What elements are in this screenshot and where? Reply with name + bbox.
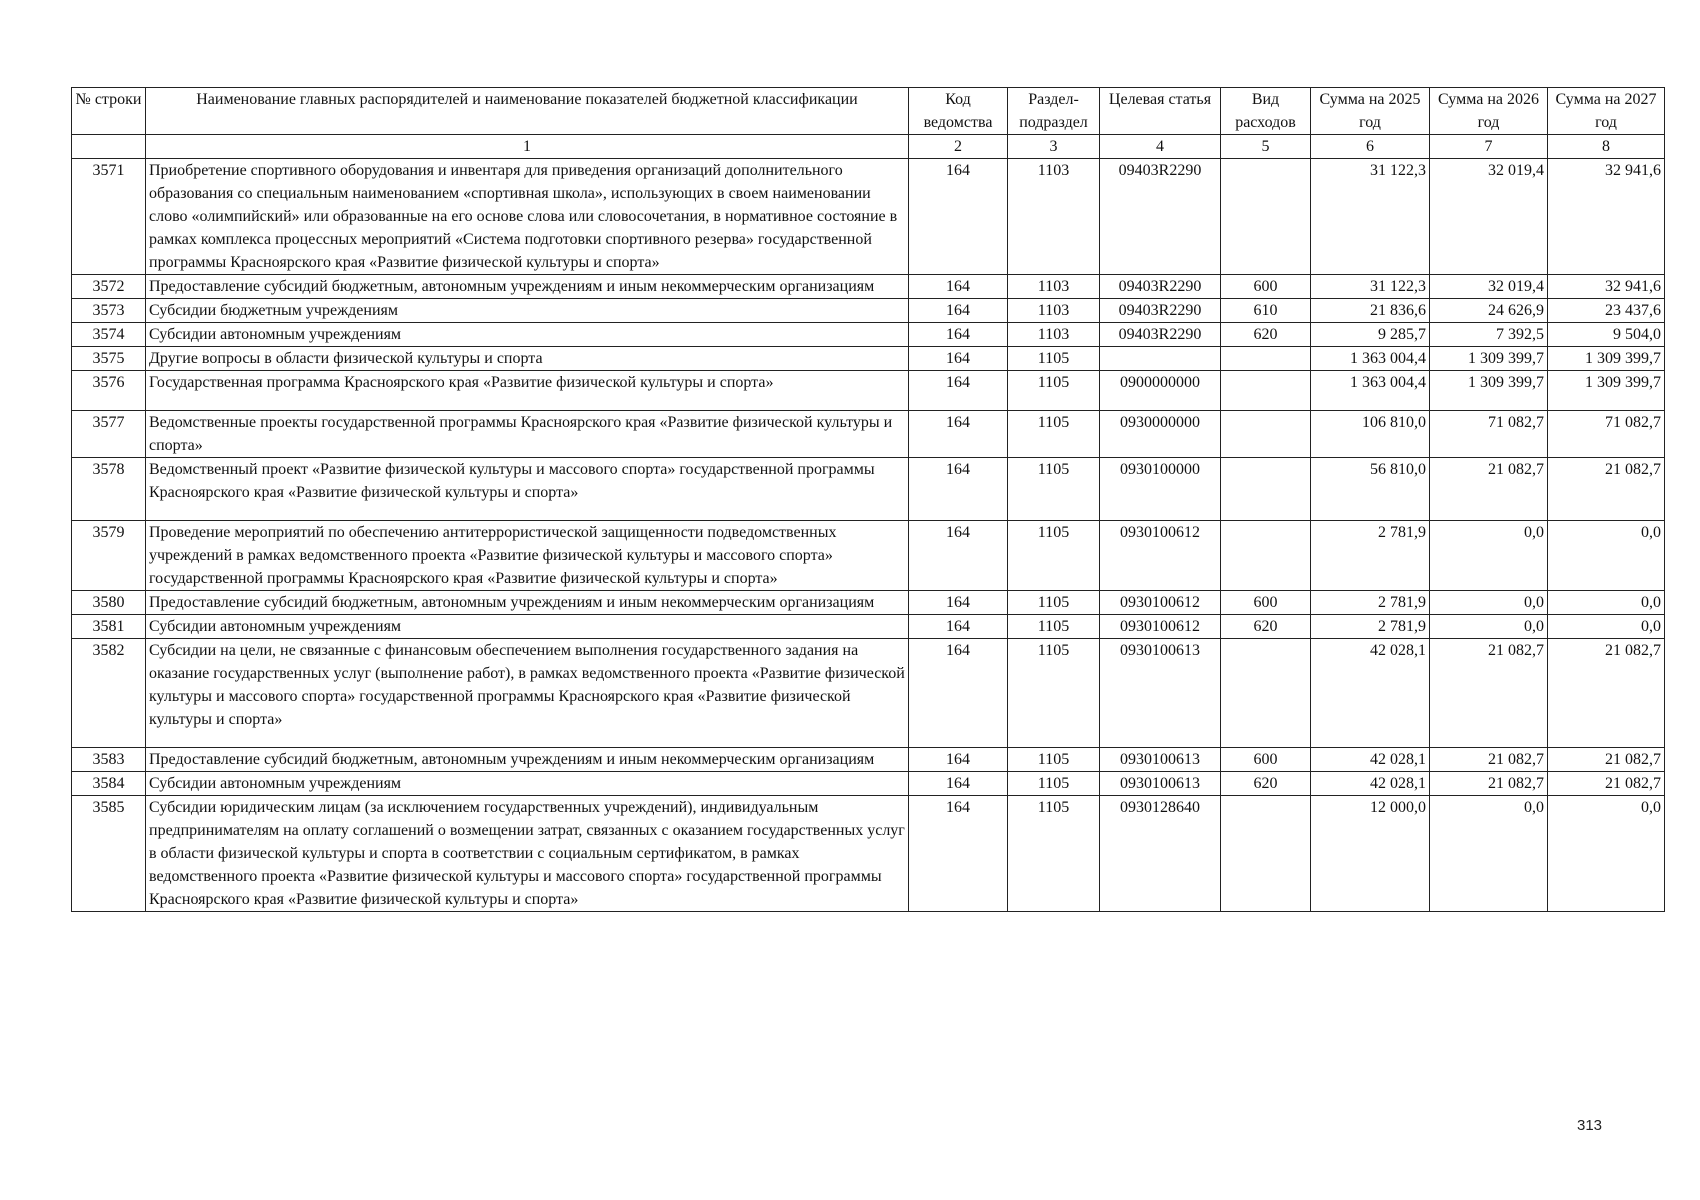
row-sum-2027: 71 082,7 <box>1548 411 1665 458</box>
budget-document <box>71 87 1664 912</box>
table-row <box>72 411 1665 458</box>
row-dept-code: 164 <box>909 748 1008 772</box>
table-row <box>72 521 1665 591</box>
row-sum-2025: 106 810,0 <box>1311 411 1430 458</box>
row-name: Ведомственные проекты государственной программы Красноярского края «Развитие физической культуры и спорта» <box>146 411 909 458</box>
row-target: 0930100000 <box>1100 458 1221 521</box>
row-name: Приобретение спортивного оборудования и инвентаря для приведения организаций дополнительного образования со специальным наименованием «спортивная школа», использующих в своем наименовании слово «олимпийский» или образованные на его основе слова или словосочетания, в нормативное состояние в рамках комплекса процессных мероприятий «Система подготовки спортивного резерва» государственной программы Красноярского края «Развитие физической культуры и спорта» <box>146 159 909 275</box>
row-sum-2027: 1 309 399,7 <box>1548 371 1665 411</box>
row-number: 3580 <box>72 591 146 615</box>
row-dept-code: 164 <box>909 639 1008 748</box>
header-sum-2027: Сумма на 2027 год <box>1548 88 1665 135</box>
column-number <box>72 135 146 159</box>
row-section: 1105 <box>1008 458 1100 521</box>
header-sum-2025: Сумма на 2025 год <box>1311 88 1430 135</box>
row-name: Проведение мероприятий по обеспечению антитеррористической защищенности подведомственных учреждений в рамках ведомственного проекта «Развитие физической культуры и массового спорта» государственной программы Красноярского края «Развитие физической культуры и спорта» <box>146 521 909 591</box>
row-dept-code: 164 <box>909 796 1008 912</box>
row-name: Предоставление субсидий бюджетным, автономным учреждениям и иным некоммерческим организациям <box>146 748 909 772</box>
row-section: 1103 <box>1008 159 1100 275</box>
row-section: 1103 <box>1008 299 1100 323</box>
row-sum-2027: 1 309 399,7 <box>1548 347 1665 371</box>
row-name: Субсидии бюджетным учреждениям <box>146 299 909 323</box>
row-sum-2026: 0,0 <box>1430 615 1548 639</box>
row-name: Субсидии на цели, не связанные с финансовым обеспечением выполнения государственного задания на оказание государственных услуг (выполнение работ), в рамках ведомственного проекта «Развитие физической культуры и массового спорта» государственной программы Красноярского края «Развитие физической культуры и спорта» <box>146 639 909 748</box>
row-kind: 600 <box>1221 748 1311 772</box>
row-sum-2027: 21 082,7 <box>1548 772 1665 796</box>
row-section: 1105 <box>1008 796 1100 912</box>
row-target: 0930100613 <box>1100 772 1221 796</box>
row-dept-code: 164 <box>909 772 1008 796</box>
row-kind: 620 <box>1221 615 1311 639</box>
row-dept-code: 164 <box>909 458 1008 521</box>
row-sum-2026: 1 309 399,7 <box>1430 347 1548 371</box>
table-row <box>72 772 1665 796</box>
row-sum-2026: 32 019,4 <box>1430 159 1548 275</box>
row-kind <box>1221 796 1311 912</box>
row-number: 3583 <box>72 748 146 772</box>
column-number: 4 <box>1100 135 1221 159</box>
row-number: 3584 <box>72 772 146 796</box>
row-section: 1103 <box>1008 275 1100 299</box>
row-target: 0930100612 <box>1100 521 1221 591</box>
row-sum-2025: 31 122,3 <box>1311 159 1430 275</box>
row-kind <box>1221 639 1311 748</box>
row-target: 09403R2290 <box>1100 299 1221 323</box>
row-sum-2027: 21 082,7 <box>1548 639 1665 748</box>
row-number: 3582 <box>72 639 146 748</box>
header-kind: Вид расходов <box>1221 88 1311 135</box>
row-sum-2027: 0,0 <box>1548 521 1665 591</box>
row-target: 0930100613 <box>1100 639 1221 748</box>
row-name: Предоставление субсидий бюджетным, автономным учреждениям и иным некоммерческим организациям <box>146 275 909 299</box>
row-sum-2025: 21 836,6 <box>1311 299 1430 323</box>
row-number: 3577 <box>72 411 146 458</box>
row-sum-2025: 31 122,3 <box>1311 275 1430 299</box>
row-kind <box>1221 458 1311 521</box>
column-number: 2 <box>909 135 1008 159</box>
row-sum-2025: 42 028,1 <box>1311 639 1430 748</box>
row-sum-2026: 21 082,7 <box>1430 772 1548 796</box>
row-sum-2026: 21 082,7 <box>1430 748 1548 772</box>
row-kind <box>1221 371 1311 411</box>
row-target: 0930000000 <box>1100 411 1221 458</box>
row-kind: 620 <box>1221 772 1311 796</box>
row-kind <box>1221 347 1311 371</box>
row-sum-2027: 0,0 <box>1548 615 1665 639</box>
row-sum-2025: 9 285,7 <box>1311 323 1430 347</box>
row-section: 1105 <box>1008 639 1100 748</box>
table-row <box>72 591 1665 615</box>
row-number: 3575 <box>72 347 146 371</box>
row-dept-code: 164 <box>909 521 1008 591</box>
row-section: 1105 <box>1008 615 1100 639</box>
row-sum-2025: 42 028,1 <box>1311 772 1430 796</box>
row-section: 1105 <box>1008 748 1100 772</box>
row-dept-code: 164 <box>909 159 1008 275</box>
header-row-no: № строки <box>72 88 146 135</box>
row-sum-2026: 0,0 <box>1430 591 1548 615</box>
row-sum-2026: 71 082,7 <box>1430 411 1548 458</box>
row-sum-2025: 1 363 004,4 <box>1311 347 1430 371</box>
row-target: 0930100612 <box>1100 615 1221 639</box>
header-dept-code: Код ведомства <box>909 88 1008 135</box>
column-number: 3 <box>1008 135 1100 159</box>
row-number: 3585 <box>72 796 146 912</box>
table-row <box>72 371 1665 411</box>
row-name: Государственная программа Красноярского края «Развитие физической культуры и спорта» <box>146 371 909 411</box>
row-sum-2025: 2 781,9 <box>1311 521 1430 591</box>
row-sum-2026: 24 626,9 <box>1430 299 1548 323</box>
row-sum-2025: 56 810,0 <box>1311 458 1430 521</box>
row-section: 1103 <box>1008 323 1100 347</box>
row-kind <box>1221 159 1311 275</box>
row-number: 3574 <box>72 323 146 347</box>
column-number: 8 <box>1548 135 1665 159</box>
page-number: 313 <box>1577 1117 1603 1134</box>
row-section: 1105 <box>1008 591 1100 615</box>
row-target: 09403R2290 <box>1100 323 1221 347</box>
row-number: 3576 <box>72 371 146 411</box>
row-name: Субсидии автономным учреждениям <box>146 772 909 796</box>
row-dept-code: 164 <box>909 615 1008 639</box>
row-target <box>1100 347 1221 371</box>
row-sum-2026: 21 082,7 <box>1430 639 1548 748</box>
row-kind <box>1221 521 1311 591</box>
row-dept-code: 164 <box>909 347 1008 371</box>
header-target: Целевая статья <box>1100 88 1221 135</box>
table-row <box>72 796 1665 912</box>
row-sum-2026: 7 392,5 <box>1430 323 1548 347</box>
row-sum-2026: 1 309 399,7 <box>1430 371 1548 411</box>
row-kind: 620 <box>1221 323 1311 347</box>
row-sum-2027: 9 504,0 <box>1548 323 1665 347</box>
row-dept-code: 164 <box>909 299 1008 323</box>
header-name: Наименование главных распорядителей и наименование показателей бюджетной классификации <box>146 88 909 135</box>
table-row <box>72 639 1665 748</box>
row-target: 09403R2290 <box>1100 159 1221 275</box>
table-row <box>72 615 1665 639</box>
row-sum-2026: 21 082,7 <box>1430 458 1548 521</box>
row-name: Субсидии автономным учреждениям <box>146 615 909 639</box>
table-header-row <box>72 88 1665 135</box>
row-kind <box>1221 411 1311 458</box>
row-dept-code: 164 <box>909 411 1008 458</box>
row-section: 1105 <box>1008 521 1100 591</box>
row-target: 0930100612 <box>1100 591 1221 615</box>
row-sum-2026: 0,0 <box>1430 796 1548 912</box>
row-sum-2025: 2 781,9 <box>1311 591 1430 615</box>
row-kind: 600 <box>1221 275 1311 299</box>
row-sum-2025: 42 028,1 <box>1311 748 1430 772</box>
row-kind: 610 <box>1221 299 1311 323</box>
column-number: 6 <box>1311 135 1430 159</box>
row-number: 3579 <box>72 521 146 591</box>
row-dept-code: 164 <box>909 591 1008 615</box>
row-number: 3572 <box>72 275 146 299</box>
row-sum-2027: 21 082,7 <box>1548 748 1665 772</box>
header-sum-2026: Сумма на 2026 год <box>1430 88 1548 135</box>
row-sum-2027: 32 941,6 <box>1548 159 1665 275</box>
table-row <box>72 458 1665 521</box>
row-sum-2026: 32 019,4 <box>1430 275 1548 299</box>
row-target: 0930100613 <box>1100 748 1221 772</box>
row-sum-2025: 2 781,9 <box>1311 615 1430 639</box>
row-sum-2026: 0,0 <box>1430 521 1548 591</box>
table-row <box>72 299 1665 323</box>
row-target: 0930128640 <box>1100 796 1221 912</box>
table-row <box>72 275 1665 299</box>
row-dept-code: 164 <box>909 323 1008 347</box>
row-sum-2025: 1 363 004,4 <box>1311 371 1430 411</box>
row-name: Предоставление субсидий бюджетным, автономным учреждениям и иным некоммерческим организациям <box>146 591 909 615</box>
table-row <box>72 347 1665 371</box>
row-section: 1105 <box>1008 347 1100 371</box>
row-section: 1105 <box>1008 371 1100 411</box>
row-number: 3571 <box>72 159 146 275</box>
row-name: Другие вопросы в области физической культуры и спорта <box>146 347 909 371</box>
column-number: 1 <box>146 135 909 159</box>
row-sum-2025: 12 000,0 <box>1311 796 1430 912</box>
column-number: 7 <box>1430 135 1548 159</box>
row-dept-code: 164 <box>909 371 1008 411</box>
row-sum-2027: 32 941,6 <box>1548 275 1665 299</box>
row-number: 3573 <box>72 299 146 323</box>
row-sum-2027: 0,0 <box>1548 796 1665 912</box>
column-number-row <box>72 135 1665 159</box>
row-section: 1105 <box>1008 772 1100 796</box>
column-number: 5 <box>1221 135 1311 159</box>
row-name: Ведомственный проект «Развитие физической культуры и массового спорта» государственной программы Красноярского края «Развитие физической культуры и спорта» <box>146 458 909 521</box>
row-name: Субсидии юридическим лицам (за исключением государственных учреждений), индивидуальным предпринимателям на оплату соглашений о возмещении затрат, связанных с оказанием государственных услуг в области физической культуры и спорта в соответствии с социальным сертификатом, в рамках ведомственного проекта «Развитие физической культуры и массового спорта» государственной программы Красноярского края «Развитие физической культуры и спорта» <box>146 796 909 912</box>
row-sum-2027: 0,0 <box>1548 591 1665 615</box>
row-dept-code: 164 <box>909 275 1008 299</box>
row-target: 0900000000 <box>1100 371 1221 411</box>
table-row <box>72 748 1665 772</box>
row-target: 09403R2290 <box>1100 275 1221 299</box>
header-section: Раздел-подраздел <box>1008 88 1100 135</box>
row-name: Субсидии автономным учреждениям <box>146 323 909 347</box>
table-row <box>72 323 1665 347</box>
row-number: 3581 <box>72 615 146 639</box>
row-sum-2027: 23 437,6 <box>1548 299 1665 323</box>
row-number: 3578 <box>72 458 146 521</box>
row-section: 1105 <box>1008 411 1100 458</box>
row-sum-2027: 21 082,7 <box>1548 458 1665 521</box>
budget-table <box>71 87 1665 912</box>
row-kind: 600 <box>1221 591 1311 615</box>
table-row <box>72 159 1665 275</box>
